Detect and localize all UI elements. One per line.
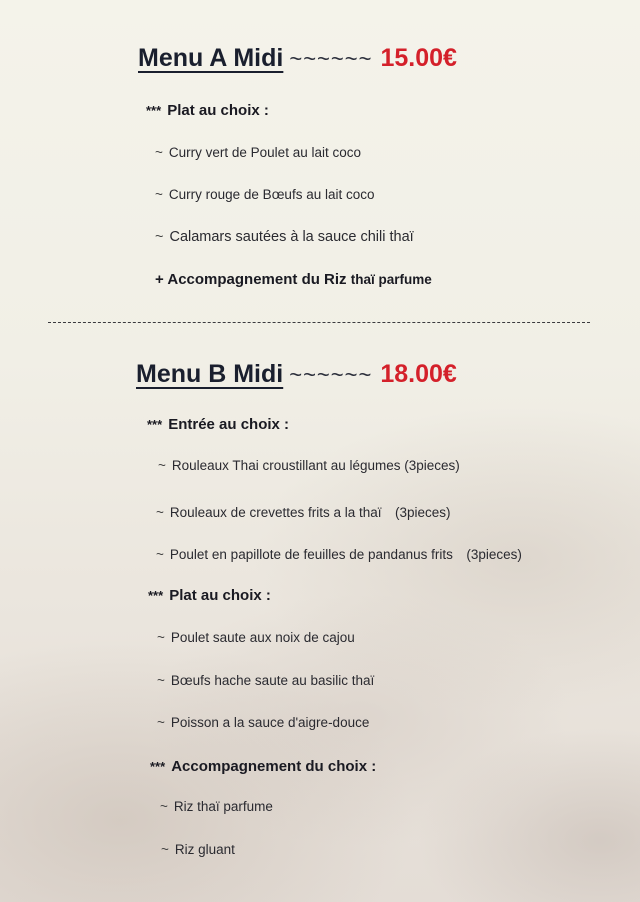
menu-a-item-text: Curry rouge de Bœufs au lait coco (168, 187, 375, 202)
menu-b-plat-item (157, 673, 374, 688)
menu-b-accomp-item (161, 842, 235, 857)
menu-a-tilde-separator: ~~~~~~ (289, 46, 373, 71)
menu-b-plat-item-text: Poisson a la sauce d'aigre-douce (170, 715, 370, 730)
menu-b-plat-item (157, 715, 369, 730)
menu-b-accomp-heading (150, 758, 376, 775)
menu-b-entree-item (156, 543, 522, 563)
menu-b-entree-item (156, 501, 451, 521)
menu-a-item-text: Calamars sautées à la sauce chili thaï (169, 229, 414, 245)
menu-a-item (155, 145, 361, 160)
menu-a-item-dash: ~ (155, 187, 163, 202)
menu-a-plat-stars: *** (146, 103, 162, 118)
menu-a-item-dash: ~ (155, 229, 164, 245)
menu-b-entree-item-text: Rouleaux Thai croustillant au légumes (3pieces) (171, 458, 460, 473)
menu-b-entree-item-dash: ~ (156, 547, 164, 562)
menu-b-entree-stars: *** (147, 417, 163, 432)
menu-a-plat-heading-text: Plat au choix : (167, 102, 269, 119)
menu-b-entree-heading-text: Entrée au choix : (168, 416, 290, 433)
menu-b-entree-item-text: Rouleaux de crevettes frits a la thaï (3pieces) (169, 505, 451, 520)
menu-b-entree-item-dash: ~ (156, 505, 164, 520)
menu-b-plat-item-dash: ~ (157, 673, 165, 688)
menu-b-accomp-item-dash: ~ (161, 842, 169, 857)
menu-a-accompagnement (155, 271, 432, 288)
menu-a-accompagnement-small: thaï parfume (350, 272, 432, 287)
menu-a-plat-heading (146, 102, 269, 119)
menu-b-entree-item (158, 458, 460, 473)
menu-a-item-dash: ~ (155, 145, 163, 160)
menu-a-accompagnement-main: + Accompagnement du Riz (155, 271, 347, 288)
menu-a-price: 15.00€ (380, 44, 457, 72)
menu-b-plat-heading-text: Plat au choix : (169, 587, 271, 604)
menu-b-plat-item (157, 630, 355, 645)
menu-b-plat-item-dash: ~ (157, 630, 165, 645)
menu-b-plat-stars: *** (148, 588, 164, 603)
menu-b-entree-item-text: Poulet en papillote de feuilles de pandanus frits (3pieces) (169, 547, 522, 562)
menu-a-header (138, 44, 457, 73)
menu-b-plat-item-text: Poulet saute aux noix de cajou (170, 630, 355, 645)
menu-b-plat-heading (148, 587, 271, 604)
menu-a-item (155, 229, 414, 245)
section-divider (48, 322, 590, 323)
menu-a-item-text: Curry vert de Poulet au lait coco (168, 145, 361, 160)
menu-b-tilde-separator: ~~~~~~ (289, 362, 373, 387)
menu-b-header (136, 360, 457, 389)
menu-b-price: 18.00€ (380, 360, 457, 388)
menu-b-accomp-item-dash: ~ (160, 799, 168, 814)
menu-b-plat-item-text: Bœufs hache saute au basilic thaï (170, 673, 375, 688)
menu-b-accomp-item-text: Riz thaï parfume (173, 799, 273, 814)
menu-b-accomp-heading-text: Accompagnement du choix : (171, 758, 377, 775)
menu-b-accomp-item-text: Riz gluant (174, 842, 235, 857)
menu-a-title: Menu A Midi (138, 44, 284, 72)
menu-b-entree-heading (147, 416, 289, 433)
menu-b-plat-item-dash: ~ (157, 715, 165, 730)
menu-b-accomp-stars: *** (150, 759, 166, 774)
menu-a-item (155, 187, 374, 202)
menu-b-accomp-item (160, 799, 273, 814)
menu-b-title: Menu B Midi (136, 360, 284, 388)
menu-b-entree-item-dash: ~ (158, 458, 166, 473)
